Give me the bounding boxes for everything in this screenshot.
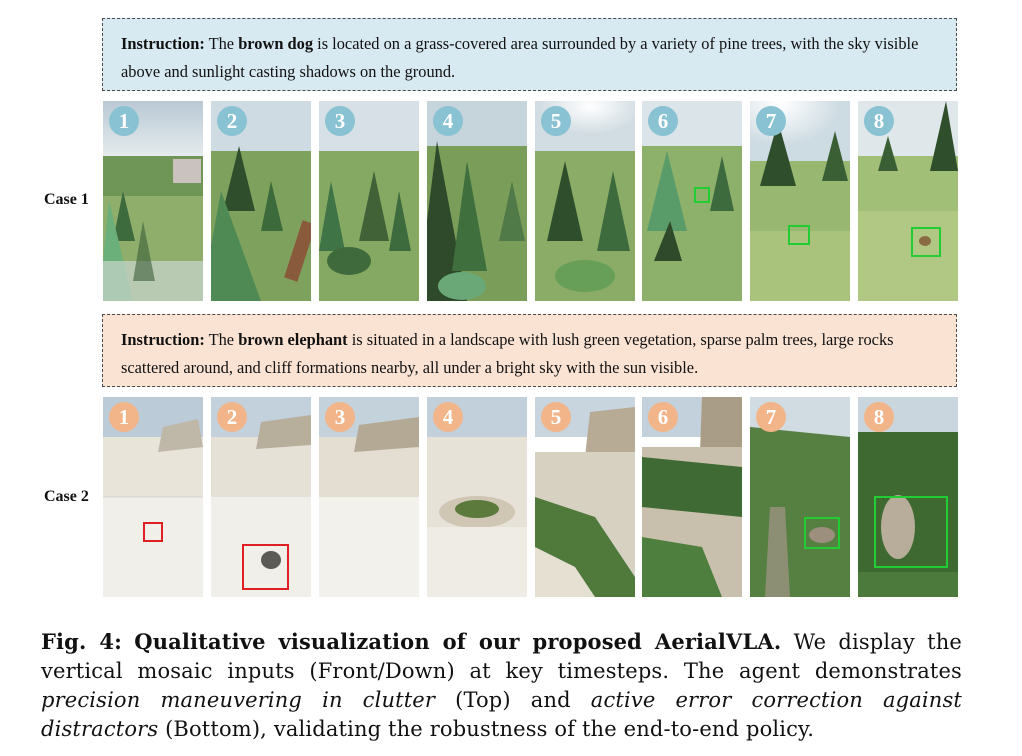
case2-frame-2 bbox=[211, 397, 311, 597]
figure-caption bbox=[41, 627, 962, 744]
case2-frame-7 bbox=[750, 397, 850, 597]
case2-instruction-prefix: Instruction: bbox=[121, 330, 205, 349]
case1-frame-5 bbox=[535, 101, 635, 301]
case1-frame-3 bbox=[319, 101, 419, 301]
case1-label: Case 1 bbox=[44, 191, 89, 208]
case2-frame-5 bbox=[535, 397, 635, 597]
case2-frame-4 bbox=[427, 397, 527, 597]
case1-step-badge-8: 8 bbox=[864, 106, 894, 136]
case1-frame-1 bbox=[103, 101, 203, 301]
case2-frame-1-distractor-bbox bbox=[143, 522, 163, 542]
case1-step-badge-1: 1 bbox=[109, 106, 139, 136]
case1-step-badge-3: 3 bbox=[325, 106, 355, 136]
case2-target-name: brown elephant bbox=[238, 330, 348, 349]
caption-text-3: (Bottom), validating the robustness of the end-to-end policy. bbox=[158, 717, 815, 741]
caption-emphasis-1: precision maneuvering in clutter bbox=[41, 688, 436, 712]
case1-instruction-prefix: Instruction: bbox=[121, 34, 205, 53]
case2-step-badge-7: 7 bbox=[756, 402, 786, 432]
case1-instruction-pre: The bbox=[208, 34, 239, 53]
case1-frame-7 bbox=[750, 101, 850, 301]
case2-frame-7-target-bbox bbox=[804, 517, 840, 549]
case2-step-badge-2: 2 bbox=[217, 402, 247, 432]
case2-frame-8 bbox=[858, 397, 958, 597]
figure-label: Fig. 4: bbox=[41, 629, 123, 654]
case2-frame-1 bbox=[103, 397, 203, 597]
case2-step-badge-6: 6 bbox=[648, 402, 678, 432]
caption-text-2: (Top) and bbox=[435, 688, 591, 712]
case2-step-badge-5: 5 bbox=[541, 402, 571, 432]
caption-text-1: We display the vertical mosaic inputs (Front/Down) at key timesteps. The agent demonstrates bbox=[41, 630, 963, 683]
case1-frame-8-target-bbox bbox=[911, 227, 941, 257]
figure-title: Qualitative visualization of our proposed AerialVLA. bbox=[134, 629, 782, 654]
case2-instruction-text: is situated in a landscape with lush green vegetation, sparse palm trees, large rocks scattered around, and cliff formations nearby, all under a bright sky with the sun visible. bbox=[121, 330, 894, 377]
case1-step-badge-4: 4 bbox=[433, 106, 463, 136]
case1-instruction-text: is located on a grass-covered area surrounded by a variety of pine trees, with the sky visible above and sunlight casting shadows on the ground. bbox=[121, 34, 919, 81]
case1-target-name: brown dog bbox=[238, 34, 314, 53]
case2-instruction-box bbox=[102, 314, 957, 387]
case1-frame-2 bbox=[211, 101, 311, 301]
case1-frame-8 bbox=[858, 101, 958, 301]
case1-instruction-box bbox=[102, 18, 957, 91]
case2-frame-3 bbox=[319, 397, 419, 597]
case1-frame-6-target-bbox bbox=[694, 187, 710, 203]
case1-step-badge-2: 2 bbox=[217, 106, 247, 136]
case2-frame-8-target-bbox bbox=[874, 496, 948, 568]
case1-step-badge-5: 5 bbox=[541, 106, 571, 136]
case2-step-badge-3: 3 bbox=[325, 402, 355, 432]
case2-step-badge-4: 4 bbox=[433, 402, 463, 432]
case1-frame-7-target-bbox bbox=[788, 225, 810, 245]
case2-frame-6 bbox=[642, 397, 742, 597]
case2-instruction-pre: The bbox=[208, 330, 239, 349]
case1-step-badge-6: 6 bbox=[648, 106, 678, 136]
case2-frame-2-distractor-bbox bbox=[242, 544, 289, 590]
case2-step-badge-1: 1 bbox=[109, 402, 139, 432]
case1-step-badge-7: 7 bbox=[756, 106, 786, 136]
case1-frame-4 bbox=[427, 101, 527, 301]
case1-frame-6 bbox=[642, 101, 742, 301]
caption-emphasis-2: active error correction against distractors bbox=[41, 688, 962, 741]
case2-label: Case 2 bbox=[44, 488, 89, 505]
case2-step-badge-8: 8 bbox=[864, 402, 894, 432]
